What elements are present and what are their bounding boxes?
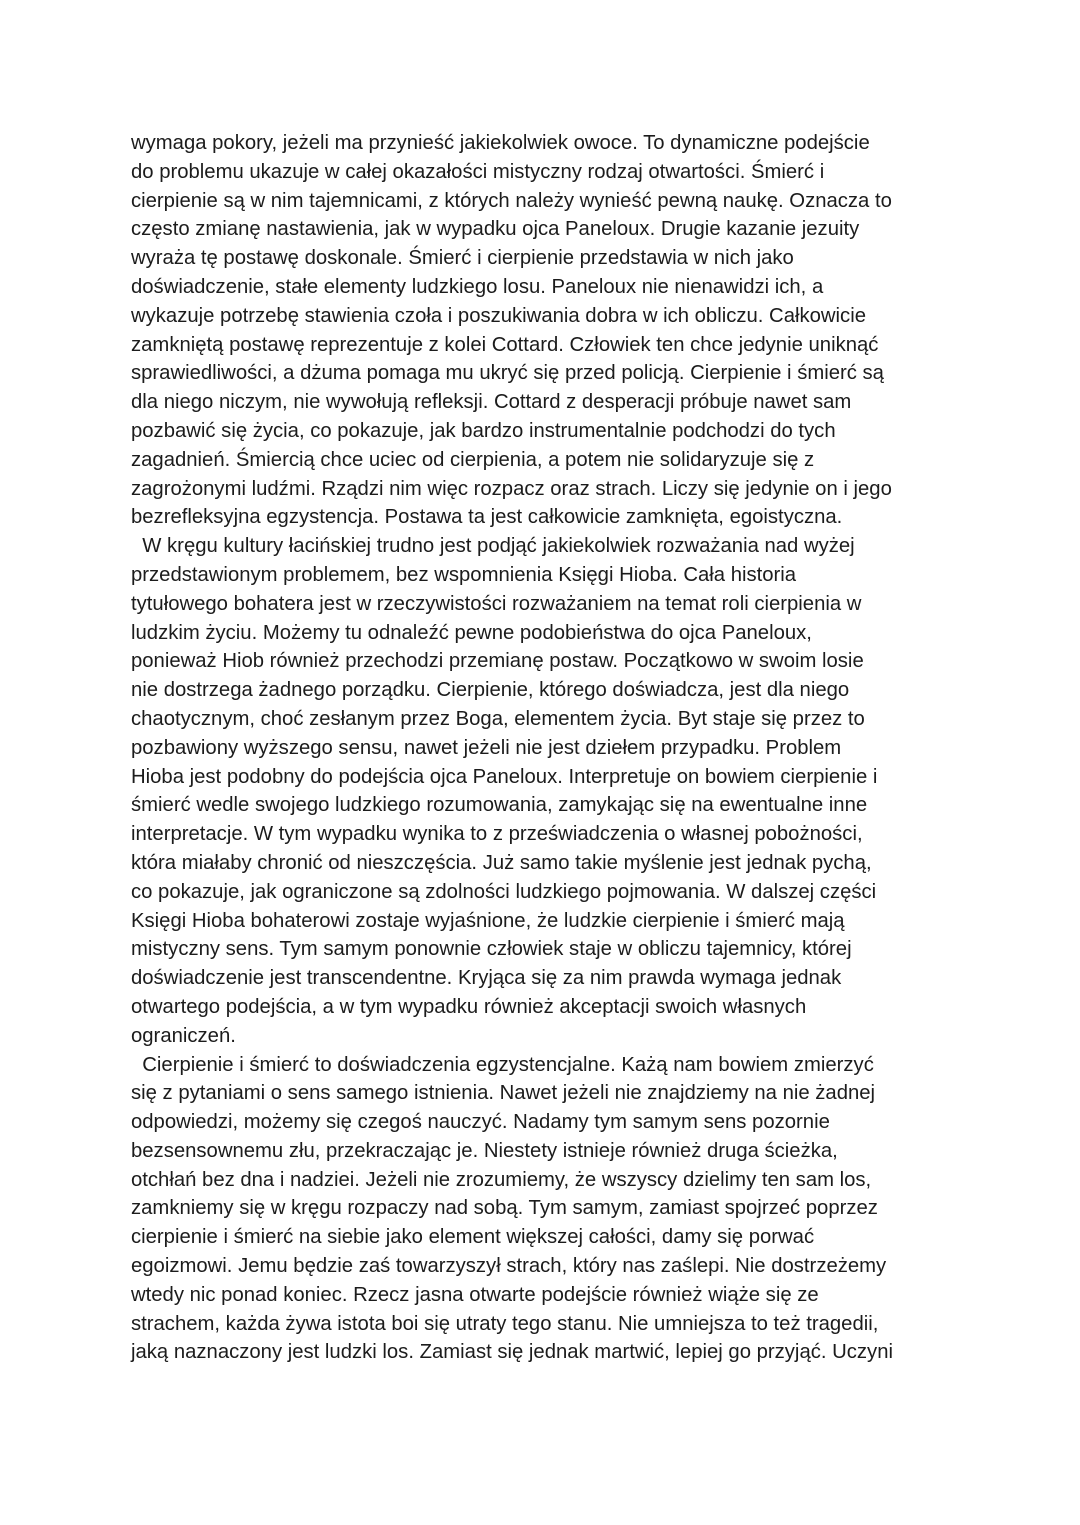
text-line: cierpienie i śmierć na siebie jako element większej całości, damy się porwać xyxy=(131,1226,815,1249)
text-line: strachem, każda żywa istota boi się utraty tego stanu. Nie umniejsza to też tragedii, xyxy=(131,1312,879,1335)
text-line: wtedy nic ponad koniec. Rzecz jasna otwarte podejście również wiąże się ze xyxy=(131,1283,819,1306)
text-line: otwartego podejścia, a w tym wypadku również akceptacji swoich własnych xyxy=(131,995,807,1018)
text-line: zagadnień. Śmiercią chce uciec od cierpienia, a potem nie solidaryzuje się z xyxy=(131,448,815,471)
text-line: W kręgu kultury łacińskiej trudno jest podjąć jakiekolwiek rozważania nad wyżej xyxy=(131,535,855,558)
text-line: wyraża tę postawę doskonale. Śmierć i cierpienie przedstawia w nich jako xyxy=(131,247,794,270)
text-line: mistyczny sens. Tym samym ponownie człowiek staje w obliczu tajemnicy, której xyxy=(131,938,852,961)
text-line: pozbawiony wyższego sensu, nawet jeżeli nie jest dziełem przypadku. Problem xyxy=(131,736,842,759)
text-line: przedstawionym problemem, bez wspomnienia Księgi Hioba. Cała historia xyxy=(131,563,797,586)
text-line: tytułowego bohatera jest w rzeczywistości rozważaniem na temat roli cierpienia w xyxy=(131,592,862,615)
text-line: nie dostrzega żadnego porządku. Cierpienie, którego doświadcza, jest dla niego xyxy=(131,679,850,702)
text-line: jaką naznaczony jest ludzki los. Zamiast się jednak martwić, lepiej go przyjąć. Uczyni xyxy=(131,1341,893,1364)
text-line: dla niego niczym, nie wywołują refleksji. Cottard z desperacji próbuje nawet sam xyxy=(131,391,852,414)
text-line: Księgi Hioba bohaterowi zostaje wyjaśnione, że ludzkie cierpienie i śmierć mają xyxy=(131,909,845,932)
text-line: bezsensownemu złu, przekraczając je. Niestety istnieje również druga ścieżka, xyxy=(131,1139,838,1162)
text-line: chaotycznym, choć zesłanym przez Boga, elementem życia. Byt staje się przez to xyxy=(131,707,865,730)
text-line: ograniczeń. xyxy=(131,1024,236,1047)
text-line: pozbawić się życia, co pokazuje, jak bardzo instrumentalnie podchodzi do tych xyxy=(131,419,836,442)
text-line: często zmianę nastawienia, jak w wypadku ojca Paneloux. Drugie kazanie jezuity xyxy=(131,218,860,241)
text-line: Cierpienie i śmierć to doświadczenia egzystencjalne. Każą nam bowiem zmierzyć xyxy=(131,1053,874,1076)
text-line: Hioba jest podobny do podejścia ojca Paneloux. Interpretuje on bowiem cierpienie i xyxy=(131,765,878,788)
text-line: ludzkim życiu. Możemy tu odnaleźć pewne podobieństwa do ojca Paneloux, xyxy=(131,621,812,644)
text-line: doświadczenie jest transcendentne. Kryjąca się za nim prawda wymaga jednak xyxy=(131,967,842,990)
text-line: bezrefleksyjna egzystencja. Postawa ta jest całkowicie zamknięta, egoistyczna. xyxy=(131,506,843,529)
text-line: wymaga pokory, jeżeli ma przynieść jakiekolwiek owoce. To dynamiczne podejście xyxy=(131,132,870,154)
text-line: interpretacje. W tym wypadku wynika to z przeświadczenia o własnej pobożności, xyxy=(131,823,863,846)
text-line: zagrożonymi ludźmi. Rządzi nim więc rozpacz oraz strach. Liczy się jedynie on i jego xyxy=(131,477,892,500)
text-line: otchłań bez dna i nadziei. Jeżeli nie zrozumiemy, że wszyscy dzielimy ten sam los, xyxy=(131,1168,872,1191)
text-line: co pokazuje, jak ograniczone są zdolności ludzkiego pojmowania. W dalszej części xyxy=(131,880,877,903)
text-line: która miałaby chronić od nieszczęścia. Już samo takie myślenie jest jednak pychą, xyxy=(131,851,872,874)
text-line: egoizmowi. Jemu będzie zaś towarzyszył strach, który nas zaślepi. Nie dostrzeżemy xyxy=(131,1255,887,1278)
text-line: zamkniemy się w kręgu rozpaczy nad sobą. Tym samym, zamiast spojrzeć poprzez xyxy=(131,1197,878,1220)
text-line: odpowiedzi, możemy się czegoś nauczyć. Nadamy tym samym sens pozornie xyxy=(131,1111,830,1134)
text-line: zamkniętą postawę reprezentuje z kolei Cottard. Człowiek ten chce jedynie uniknąć xyxy=(131,333,879,356)
text-line: do problemu ukazuje w całej okazałości mistyczny rodzaj otwartości. Śmierć i xyxy=(131,160,825,183)
text-line: wykazuje potrzebę stawienia czoła i poszukiwania dobra w ich obliczu. Całkowicie xyxy=(131,304,866,327)
text-line: sprawiedliwości, a dżuma pomaga mu ukryć się przed policją. Cierpienie i śmierć są xyxy=(131,362,884,385)
text-line: doświadczenie, stałe elementy ludzkiego losu. Paneloux nie nienawidzi ich, a xyxy=(131,275,824,298)
text-line: śmierć wedle swojego ludzkiego rozumowania, zamykając się na ewentualne inne xyxy=(131,794,868,817)
text-line: się z pytaniami o sens samego istnienia. Nawet jeżeli nie znajdziemy na nie żadnej xyxy=(131,1082,876,1105)
text-line: ponieważ Hiob również przechodzi przemianę postaw. Początkowo w swoim losie xyxy=(131,650,864,673)
essay-text xyxy=(131,129,961,1367)
text-line: cierpienie są w nim tajemnicami, z których należy wynieść pewną naukę. Oznacza to xyxy=(131,189,892,212)
